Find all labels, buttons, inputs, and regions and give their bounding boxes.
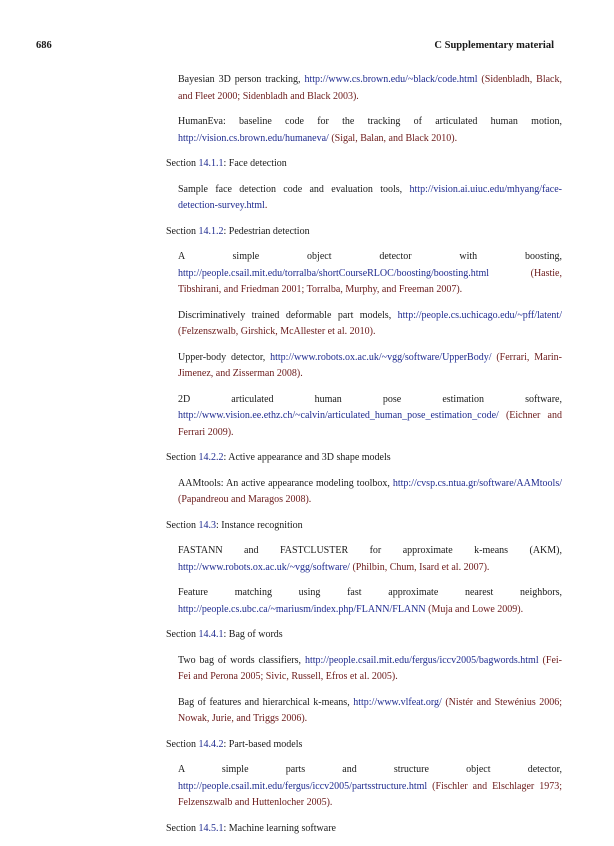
- entry-description: HumanEva: baseline code for the tracking of articulated human motion,: [178, 116, 562, 127]
- entry-url-link[interactable]: http://www.vision.ee.ethz.ch/~calvin/articulated_human_pose_estimation_code/: [178, 410, 499, 421]
- entry-description: A simple parts and structure object detector,: [178, 764, 562, 775]
- section-prefix: Section: [166, 519, 199, 531]
- entry-url-link[interactable]: http://people.csail.mit.edu/fergus/iccv2005/partsstructure.html: [178, 780, 428, 792]
- section-number-link[interactable]: 14.4.1: [198, 629, 224, 640]
- section-number-link[interactable]: 14.1.2: [198, 225, 224, 237]
- section-number-link[interactable]: 14.4.2: [198, 738, 224, 750]
- reference-entry: [178, 249, 562, 299]
- section-title: : Pedestrian detection: [223, 225, 310, 237]
- reference-entry: [178, 653, 562, 686]
- entry-url-link[interactable]: http://www.vlfeat.org/: [353, 696, 442, 708]
- section-heading: [166, 627, 562, 644]
- section-number-link[interactable]: 14.2.2: [198, 452, 224, 463]
- entry-url-link[interactable]: http://people.cs.ubc.ca/~mariusm/index.php/FLANN/FLANN: [178, 603, 426, 615]
- reference-entry: [178, 543, 562, 576]
- entry-description: FASTANN and FASTCLUSTER for approximate k-means (AKM),: [178, 545, 562, 556]
- entry-citation[interactable]: (Nistér and Stewénius 2006; Nowak, Jurie, and Triggs 2006).: [178, 696, 563, 724]
- entry-citation[interactable]: (Hastie, Tibshirani, and Friedman 2001; Torralba, Murphy, and Freeman 2007).: [178, 267, 562, 295]
- reference-list: [164, 72, 562, 846]
- reference-entry: [178, 695, 562, 728]
- reference-entry: [178, 476, 562, 509]
- entry-url-link[interactable]: http://cvsp.cs.ntua.gr/software/AAMtools/: [392, 477, 562, 489]
- section-prefix: Section: [166, 822, 199, 834]
- section-heading: [166, 518, 562, 535]
- reference-entry: [178, 350, 562, 383]
- section-heading: [166, 224, 562, 241]
- section-number-link[interactable]: 14.1.1: [198, 158, 224, 169]
- section-prefix: Section: [166, 629, 199, 640]
- entry-citation[interactable]: (Sidenbladh, Black, and Fleet 2000; Sidenbladh and Black 2003).: [178, 74, 562, 102]
- entry-description: Discriminatively trained deformable part models,: [178, 309, 398, 321]
- entry-url-link[interactable]: http://www.robots.ox.ac.uk/~vgg/software/UpperBody/: [270, 351, 492, 363]
- section-heading: [166, 156, 562, 173]
- entry-citation[interactable]: (Eichner and Ferrari 2009).: [178, 410, 562, 438]
- section-number-link[interactable]: 14.3: [198, 519, 216, 531]
- section-title: : Face detection: [223, 158, 287, 169]
- section-title: : Instance recognition: [216, 519, 303, 531]
- page-header: [36, 40, 554, 54]
- reference-entry: [178, 72, 562, 105]
- entry-citation[interactable]: (Sigal, Balan, and Black 2010).: [328, 132, 458, 144]
- entry-description: Bayesian 3D person tracking,: [178, 74, 305, 85]
- entry-url-link[interactable]: http://vision.ai.uiuc.edu/mhyang/face-detection-survey.html: [178, 183, 562, 211]
- entry-citation[interactable]: (Fei-Fei and Perona 2005; Sivic, Russell, Efros et al. 2005).: [178, 654, 562, 682]
- entry-description: Feature matching using fast approximate nearest neighbors,: [178, 587, 562, 598]
- reference-entry: [178, 182, 562, 215]
- entry-citation[interactable]: (Philbin, Chum, Isard et al. 2007).: [349, 561, 490, 573]
- section-title: : Machine learning software: [223, 822, 336, 834]
- section-prefix: Section: [166, 225, 199, 237]
- section-heading: [166, 821, 562, 838]
- section-title: : Bag of words: [223, 629, 283, 640]
- entry-url-link[interactable]: http://vision.cs.brown.edu/humaneva/: [178, 132, 329, 144]
- entry-citation[interactable]: .: [264, 200, 268, 211]
- running-title: C Supplementary material: [434, 40, 554, 51]
- entry-description: Sample face detection code and evaluation tools,: [178, 183, 410, 195]
- section-prefix: Section: [166, 158, 199, 169]
- entry-url-link[interactable]: http://people.csail.mit.edu/torralba/shortCourseRLOC/boosting/boosting.html: [178, 267, 490, 279]
- entry-citation[interactable]: (Papandreou and Maragos 2008).: [178, 494, 312, 505]
- entry-description: Upper-body detector,: [178, 351, 271, 363]
- entry-description: AAMtools: An active appearance modeling toolbox,: [178, 477, 393, 489]
- entry-citation[interactable]: (Felzenszwalb, Girshick, McAllester et al. 2010).: [178, 326, 376, 337]
- section-number-link[interactable]: 14.5.1: [198, 822, 224, 834]
- entry-url-link[interactable]: http://people.csail.mit.edu/fergus/iccv2005/bagwords.html: [304, 654, 539, 666]
- entry-url-link[interactable]: http://www.cs.brown.edu/~black/code.html: [304, 74, 478, 85]
- section-title: : Part-based models: [223, 738, 303, 750]
- section-heading: [166, 737, 562, 754]
- entry-description: A simple object detector with boosting,: [178, 251, 562, 262]
- entry-url-link[interactable]: http://www.robots.ox.ac.uk/~vgg/software/: [178, 561, 350, 573]
- reference-entry: [178, 308, 562, 341]
- section-heading: [166, 450, 562, 467]
- reference-entry: [178, 762, 562, 812]
- entry-description: Two bag of words classifiers,: [178, 654, 305, 666]
- entry-citation[interactable]: (Ferrari, Marin-Jimenez, and Zisserman 2008).: [178, 351, 563, 379]
- page-number: 686: [36, 40, 52, 51]
- entry-url-link[interactable]: http://people.cs.uchicago.edu/~pff/latent/: [397, 309, 562, 321]
- reference-entry: [178, 585, 562, 618]
- reference-entry: [178, 392, 562, 442]
- section-prefix: Section: [166, 452, 199, 463]
- entry-citation[interactable]: (Muja and Lowe 2009).: [425, 603, 524, 615]
- entry-description: 2D articulated human pose estimation software,: [178, 393, 562, 405]
- entry-description: Bag of features and hierarchical k-means,: [178, 696, 354, 708]
- entry-citation[interactable]: (Fischler and Elschlager 1973; Felzenszwalb and Huttenlocher 2005).: [178, 780, 562, 808]
- reference-entry: [178, 114, 562, 147]
- section-title: : Active appearance and 3D shape models: [223, 452, 391, 463]
- section-prefix: Section: [166, 738, 199, 750]
